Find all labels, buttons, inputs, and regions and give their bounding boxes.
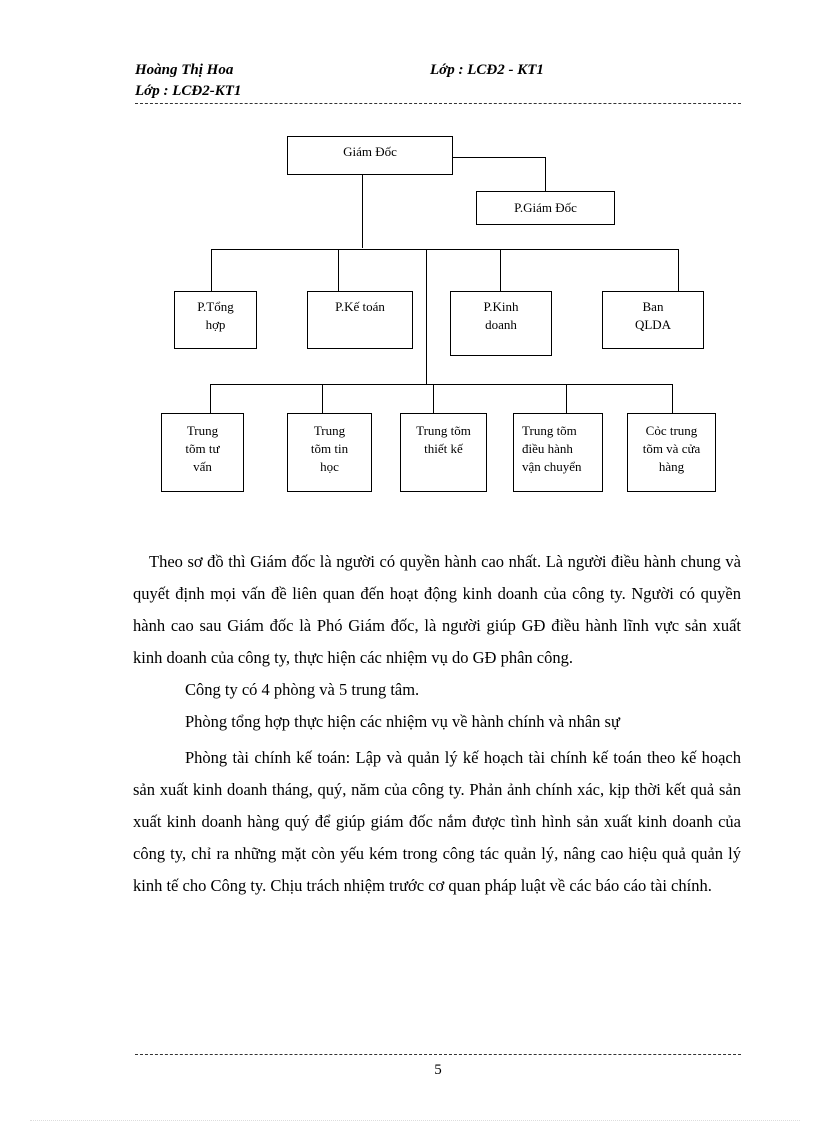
connector [211, 249, 212, 291]
author-name: Hoàng Thị Hoa [135, 62, 234, 78]
department-box [174, 291, 257, 349]
deputy-label: P.Giám Đốc [514, 200, 577, 215]
connector [566, 384, 567, 413]
paragraph-1: Theo sơ đồ thì Giám đốc là người có quyền hành cao nhất. Là người điều hành chung và quyết định mọi vấn đề liên quan đến hoạt động kinh doanh của công ty. Người có quyền hành cao sau Giám đốc là Phó Giám đốc, là người giúp GĐ điều hành lĩnh vực sản xuất kinh doanh của công ty, thực hiện các nhiệm vụ do GĐ phân công. [133, 552, 741, 667]
center-box [161, 413, 244, 492]
director-label: Giám Đốc [343, 144, 397, 159]
department-box [307, 291, 413, 349]
connector [211, 249, 679, 250]
department-label: P.Kinh doanh [483, 299, 519, 332]
center-box [400, 413, 487, 492]
paragraph-3: Phòng tổng hợp thực hiện các nhiệm vụ về hành chính và nhân sự [185, 712, 620, 731]
connector [338, 249, 339, 291]
connector [678, 249, 679, 291]
paragraph-4: Phòng tài chính kế toán: Lập và quản lý kế hoạch tài chính kế toán theo kế hoạch sản xuất kinh doanh tháng, quý, năm của công ty. Phản ảnh chính xác, kịp thời kết quả sản xuất kinh doanh hàng quý để giúp giám đốc nắm được tình hình sản xuất kinh doanh của công ty, chỉ ra những mặt còn yếu kém trong công tác quản lý, nâng cao hiệu quả quản lý kinh tế cho Công ty. Chịu trách nhiệm trước cơ quan pháp luật về các báo cáo tài chính. [133, 748, 741, 895]
department-label: P.Tổng hợp [197, 299, 234, 332]
connector [433, 384, 434, 413]
body-text [133, 546, 741, 902]
connector [322, 384, 323, 413]
connector [210, 384, 211, 413]
department-label: P.Kế toán [335, 299, 385, 314]
center-label: Trung tõm thiết kế [416, 423, 471, 456]
center-label: Trung tõm điều hành vận chuyển [522, 423, 582, 474]
director-box [287, 136, 453, 175]
center-label: Cỏc trung tõm và cửa hàng [642, 423, 701, 474]
page-number: 5 [434, 1062, 442, 1078]
center-box [513, 413, 603, 492]
page-edge [30, 1120, 800, 1121]
connector [210, 384, 673, 385]
center-label: Trung tõm tin học [310, 423, 349, 474]
connector [426, 249, 427, 384]
department-box [450, 291, 552, 356]
header-divider [135, 103, 741, 104]
department-label: Ban QLDA [634, 299, 672, 332]
deputy-box [476, 191, 615, 225]
connector [452, 157, 545, 158]
connector [672, 384, 673, 413]
center-label: Trung tõm tư vấn [185, 423, 220, 474]
center-box [627, 413, 716, 492]
center-box [287, 413, 372, 492]
connector [500, 249, 501, 291]
paragraph-2: Công ty có 4 phòng và 5 trung tâm. [185, 680, 420, 699]
connector [545, 157, 546, 191]
department-box [602, 291, 704, 349]
class-label-left: Lớp : LCĐ2-KT1 [135, 83, 242, 99]
class-label-right: Lớp : LCĐ2 - KT1 [430, 62, 544, 78]
connector [362, 174, 363, 248]
footer-divider [135, 1054, 741, 1055]
